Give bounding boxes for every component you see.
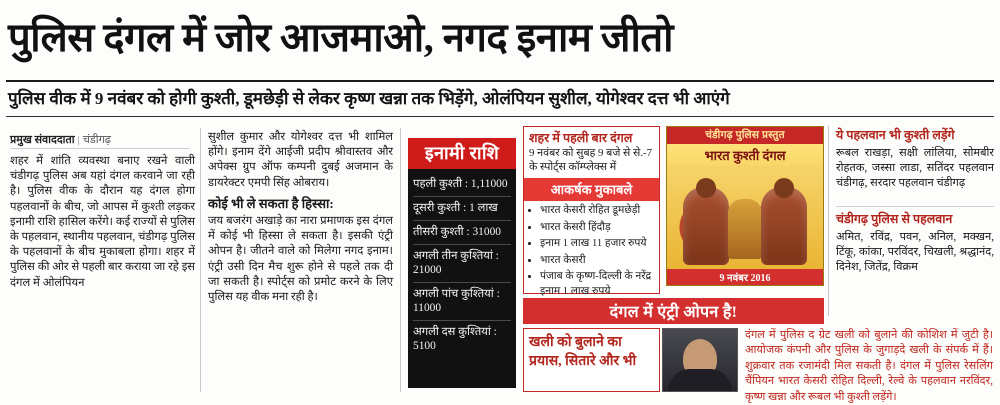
dangal-poster-image (666, 126, 824, 286)
bout-item: • इनाम 1 लाख 11 हजार रुपये (540, 237, 654, 252)
bout-item: • भारत केसरी (540, 254, 654, 269)
first-time-dangal-subtitle: 9 नवंबर को सुबह 9 बजे से से.-7 के स्पोर्ट्स कॉम्प्लेक्स में (529, 147, 653, 173)
wrestlers-list-title: ये पहलवान भी कुश्ती लड़ेंगे (836, 128, 955, 142)
poster-date-text: 9 नवंबर 2016 (667, 269, 823, 286)
poster-wrestler-illustration (667, 165, 823, 269)
wrestler-figure-left (683, 187, 729, 265)
prize-money-box (408, 138, 516, 388)
byline (10, 132, 111, 147)
attractive-bouts-list (524, 204, 659, 299)
byline-author: प्रमुख संवाददाता (10, 134, 75, 146)
right-box-divider (836, 206, 994, 207)
entry-open-banner: दंगल में एंट्री ओपन है! (523, 298, 824, 324)
khali-photo (662, 328, 738, 392)
attractive-bouts-strip: आकर्षक मुकाबले (524, 178, 659, 201)
prize-money-title: इनामी राशि (408, 138, 516, 169)
poster-title-text: भारत कुश्ती दंगल (704, 148, 786, 163)
khali-photo-body (668, 369, 732, 391)
prize-item: अगली दस कुश्तियां : 5100 (413, 326, 497, 352)
police-wrestlers-title: चंडीगढ़ पुलिस से पहलवान (836, 212, 953, 226)
bout-item: • भारत केसरी रोहित डूमछेड़ी (540, 204, 654, 219)
body-column-2-top: सुशील कुमार और योगेश्वर दत्त भी शामिल होंगे। इनाम देंगे आईजी प्रदीप श्रीवास्तव और अपेक्स ग्रुप ऑफ कम्पनी दुबई अजमान के डायरेक्टर एमपी सिंह ओबराय। (208, 131, 393, 189)
bout-item: • भारत केसरी हिंदौड़ (540, 221, 654, 236)
column-divider-3 (828, 126, 829, 316)
page-headline: पुलिस दंगल में जोर आजमाओ, नगद इनाम जीतो (8, 15, 673, 60)
prize-item: पहली कुश्ती : 1,11000 (413, 173, 511, 197)
byline-separator: | (77, 134, 80, 146)
body-column-2-subhead: कोई भी ले सकता है हिस्सा: (208, 196, 334, 211)
police-wrestlers-body: अमित, रविंद्र, पवन, अनिल, मक्खन, टिंकू, कांका, परविंदर, चिखली, श्रद्धानंद, दिनेश, जितेंद्र, विक्रम (836, 231, 994, 273)
wrestlers-list-body: रूबल राखड़ा, सक्षी लांलिया, सोमबीर रोहतक, जस्सा लाडा, सतिंदर पहलवान चंडीगढ़, सरदार पहलवान चंडीगढ़ (836, 147, 994, 189)
column-divider-1 (200, 128, 201, 392)
prize-item: अगली तीन कुश्तियां : 21000 (413, 245, 511, 283)
byline-underline (10, 148, 190, 149)
subheadline-divider (6, 116, 994, 117)
column-divider-2 (400, 128, 401, 392)
khali-effort-paragraph-right: दंगल में पुलिस द ग्रेट खली को बुलाने की कोशिश में जुटी है। आयोजक कंपनी और पुलिस के जुगाड़दे खली के संपर्क में हैं। शुक्रवार तक रजामंदी मिल सकती है। दंगल में पुलिस रेसलिंग चैंपियन भारत केसरी रोहित दिल्ली, रेल्वे के पहलवान नरविंदर, कृष्ण खन्ना और रूबल भी कुश्ती लड़ेंगे। (745, 329, 993, 403)
byline-place: चंडीगढ़ (82, 134, 111, 146)
wrestler-figure-center (728, 199, 762, 259)
first-time-dangal-title: शहर में पहली बार दंगल (529, 131, 633, 145)
poster-band-text: चंडीगढ़ पुलिस प्रस्तुत (667, 127, 823, 144)
page-subheadline: पुलिस वीक में 9 नवंबर को होगी कुश्ती, डूमछेड़ी से लेकर कृष्ण खन्ना तक भिड़ेंगे, ओलंपियन सुशील, योगेश्वर दत्त भी आएंगे (8, 89, 730, 108)
prize-item: दूसरी कुश्ती : 1 लाख (413, 197, 511, 221)
prize-money-list (408, 169, 516, 358)
khali-invite-box: खली को बुलाने का प्रयास, सितारे और भी (523, 328, 660, 392)
wrestler-figure-right (761, 187, 807, 265)
first-time-dangal-box (523, 126, 660, 297)
body-column-2-body: जय बजरंग अखाड़े का नारा प्रमाणक इस दंगल में कोई भी हिस्सा ले सकता है। इसकी एंट्री ओपन है। जीतने वाले को मिलेगा नगद इनाम। एंट्री उसी दिन मैच शुरू होने से पहले तक दी जा सकती है। स्पोर्ट्स को प्रमोट करने के लिए पुलिस यह वीक मना रही है। (208, 215, 393, 304)
body-column-1: शहर में शांति व्यवस्था बनाए रखने वाली चंडीगढ़ पुलिस अब यहां दंगल करवाने जा रही है। पुलिस वीक के दौरान यह दंगल होगा पहलवानों के बीच, जो आपस में कुश्ती लड़कर इनामी राशि हासिल करेंगे। कई राज्यों से पुलिस के पहलवान, स्थानीय पहलवान, चंडीगढ़ पुलिस के पहलवानों के बीच मुकाबला होगा। शहर में पुलिस की ओर से पहली बार कराया जा रहे इस दंगल में ओलंपियन (10, 155, 195, 289)
headline-divider (6, 80, 994, 82)
bout-item: • पंजाब के कृष्ण-दिल्ली के नरेंद्र इनाम 1 लाख रुपये (540, 270, 654, 299)
prize-item: तीसरी कुश्ती : 31000 (413, 221, 511, 245)
prize-item: अगली पांच कुश्तियां : 11000 (413, 283, 511, 321)
